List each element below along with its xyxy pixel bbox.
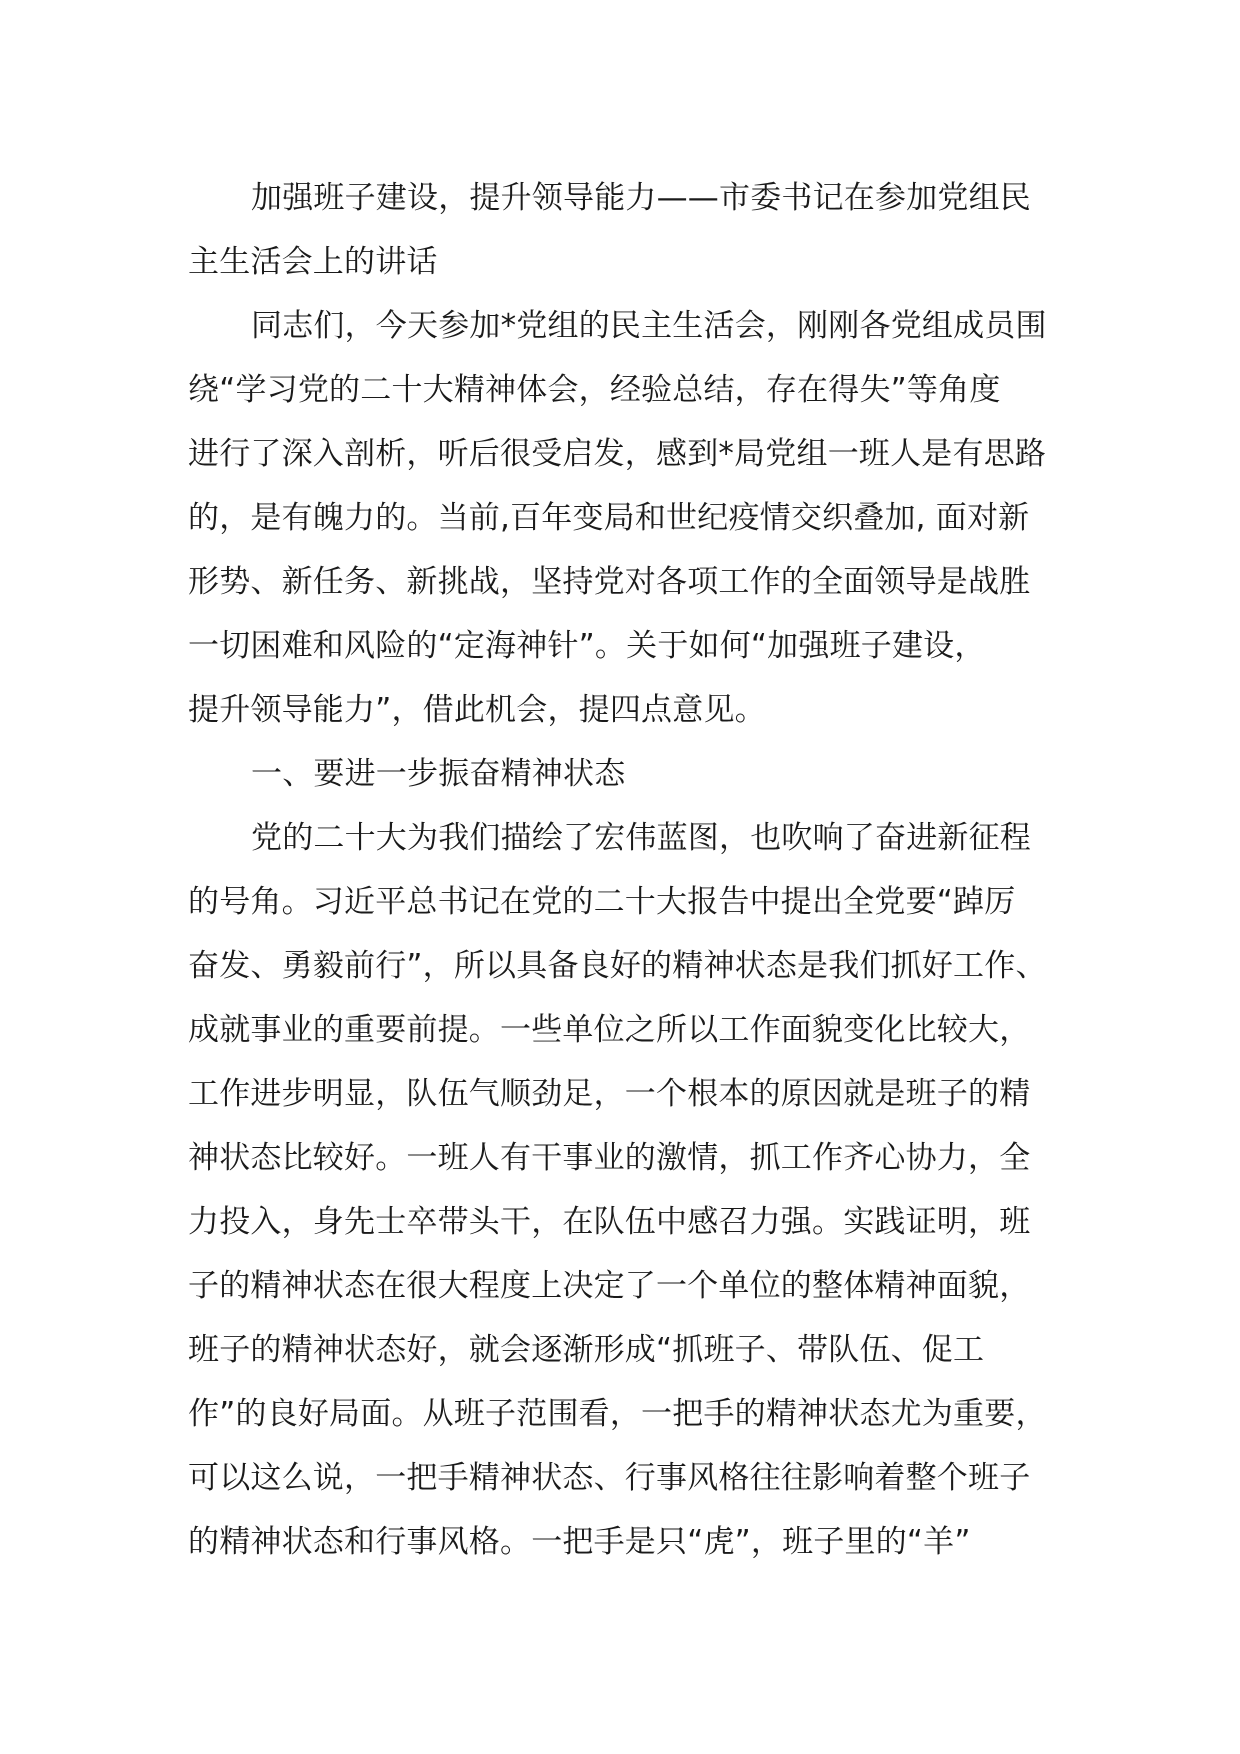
paragraph-line: 绕“学习党的二十大精神体会，经验总结，存在得失”等角度 — [188, 372, 1001, 408]
paragraph-line: 进行了深入剖析，听后很受启发，感到*局党组一班人是有思路 — [188, 436, 1047, 472]
paragraph-line: 可以这么说，一把手精神状态、行事风格往往影响着整个班子 — [188, 1460, 1031, 1496]
title-line-1: 加强班子建设，提升领导能力——市委书记在参加党组民 — [251, 180, 1031, 216]
paragraph-line: 作”的良好局面。从班子范围看，一把手的精神状态尤为重要， — [188, 1396, 1047, 1432]
paragraph-line: 形势、新任务、新挑战，坚持党对各项工作的全面领导是战胜 — [188, 564, 1031, 600]
paragraph-line: 的精神状态和行事风格。一把手是只“虎”，班子里的“羊” — [188, 1524, 971, 1560]
paragraph-line: 的号角。习近平总书记在党的二十大报告中提出全党要“踔厉 — [188, 884, 1016, 920]
paragraph-line: 成就事业的重要前提。一些单位之所以工作面貌变化比较大， — [188, 1012, 1031, 1048]
paragraph-line: 党的二十大为我们描绘了宏伟蓝图，也吹响了奋进新征程 — [251, 820, 1031, 856]
paragraph-line: 班子的精神状态好，就会逐渐形成“抓班子、带队伍、促工 — [188, 1332, 985, 1368]
paragraph-line: 提升领导能力”，借此机会，提四点意见。 — [188, 692, 766, 728]
paragraph-line: 一切困难和风险的“定海神针”。关于如何“加强班子建设， — [188, 628, 986, 664]
section-heading: 一、要进一步振奋精神状态 — [251, 756, 626, 792]
paragraph-line: 的，是有魄力的。当前,百年变局和世纪疫情交织叠加, 面对新 — [188, 500, 1030, 536]
paragraph-line: 神状态比较好。一班人有干事业的激情，抓工作齐心协力，全 — [188, 1140, 1031, 1176]
title-line-2: 主生活会上的讲话 — [188, 244, 438, 280]
paragraph-line: 子的精神状态在很大程度上决定了一个单位的整体精神面貌， — [188, 1268, 1031, 1304]
paragraph-line: 工作进步明显，队伍气顺劲足，一个根本的原因就是班子的精 — [188, 1076, 1031, 1112]
document-body — [188, 166, 1088, 1574]
paragraph-line: 同志们，今天参加*党组的民主生活会，刚刚各党组成员围 — [251, 308, 1047, 344]
paragraph-line: 力投入，身先士卒带头干，在队伍中感召力强。实践证明，班 — [188, 1204, 1031, 1240]
paragraph-line: 奋发、勇毅前行”，所以具备良好的精神状态是我们抓好工作、 — [188, 948, 1047, 984]
